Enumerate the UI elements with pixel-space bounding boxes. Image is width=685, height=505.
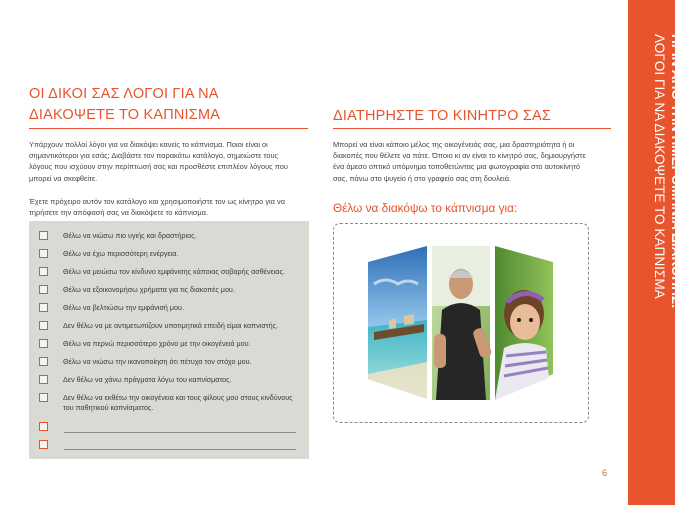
checklist-item xyxy=(39,267,293,277)
checklist-item xyxy=(39,231,293,241)
intro2-line: Έχετε πρόχειρο αυτόν τον κατάλογο και χρησιμοποιήστε τον ως κίνητρο για να xyxy=(29,197,285,206)
checklist-item-blank xyxy=(39,422,48,431)
left-intro-paragraph-2 xyxy=(29,196,310,218)
checkbox[interactable] xyxy=(39,422,48,431)
checklist-label: Θέλω να έχω περισσότερη ενέργεια. xyxy=(63,249,179,258)
checkbox[interactable] xyxy=(39,285,48,294)
checklist-item xyxy=(39,393,293,413)
left-intro-paragraph xyxy=(29,139,310,184)
left-title-line-1: ΟΙ ΔΙΚΟΙ ΣΑΣ ΛΟΓΟΙ ΓΙΑ ΝΑ xyxy=(29,86,219,102)
intro2-line: τηρήσετε την απόφασή σας να διακόψετε το κάπνισμα. xyxy=(29,208,209,218)
middle-section-title: ΔΙΑΤΗΡΗΣΤΕ ΤΟ ΚΙΝΗΤΡΟ ΣΑΣ xyxy=(333,108,552,124)
checklist-item xyxy=(39,303,293,313)
checklist-label: Θέλω να νιώσω την ικανοποίηση ότι πέτυχα τον στόχο μου. xyxy=(63,357,252,366)
checklist-label: Δεν θέλω να με αντιμετωπίζουν υποτιμητικά επειδή είμαι καπνιστής. xyxy=(63,321,279,330)
checkbox[interactable] xyxy=(39,339,48,348)
checklist-item xyxy=(39,285,293,295)
checklist-item xyxy=(39,249,293,259)
chapter-title-line-2: ΛΟΓΟΙ ΓΙΑ ΝΑ ΔΙΑΚΟΨΕΤΕ ΤΟ ΚΑΠΝΙΣΜΑ xyxy=(652,34,667,299)
checkbox[interactable] xyxy=(39,321,48,330)
left-title-line-2: ΔΙΑΚΟΨΕΤΕ ΤΟ ΚΑΠΝΙΣΜΑ xyxy=(29,107,221,123)
intro-line: Υπάρχουν πολλοί λόγοι για να διακόψει κανείς το κάπνισμα. Ποιοι είναι οι xyxy=(29,140,268,149)
checkbox[interactable] xyxy=(39,375,48,384)
checklist-label: Θέλω να εξοικονομήσω χρήματα για τις διακοπές μου. xyxy=(63,285,235,294)
checkbox[interactable] xyxy=(39,249,48,258)
checkbox[interactable] xyxy=(39,267,48,276)
middle-paragraph xyxy=(333,139,613,184)
checklist-label: Θέλω να περνώ περισσότερο χρόνο με την οικογένειά μου. xyxy=(63,339,251,348)
chapter-title-line-1: ΠΡΙΝ ΑΠΟ ΤΗΝ ΗΜΕΡΟΜΗΝΙΑ ΔΙΑΚΟΠΗΣ: xyxy=(669,34,684,309)
checklist-label: Θέλω να βελτιώσω την εμφάνισή μου. xyxy=(63,303,184,312)
checklist-item xyxy=(39,339,293,349)
middle-line: ένα άμεσο οπτικό υπόμνημα τοποθετώντας μια φωτογραφία στο αυτοκίνητό xyxy=(333,162,581,172)
checkbox[interactable] xyxy=(39,357,48,366)
checklist-item xyxy=(39,357,293,367)
blank-write-line[interactable] xyxy=(64,449,296,450)
checkbox[interactable] xyxy=(39,231,48,240)
photo-collage xyxy=(334,224,588,422)
chapter-vertical-title xyxy=(651,34,685,474)
checkbox[interactable] xyxy=(39,440,48,449)
checklist-item-blank xyxy=(39,440,48,449)
middle-title-divider xyxy=(333,128,611,129)
goal-heading: Θέλω να διακόψω το κάπνισμα για: xyxy=(333,201,518,215)
blank-write-line[interactable] xyxy=(64,432,296,433)
middle-line: Μπορεί να είναι κάποιο μέλος της οικογένειάς σας, μια δραστηριότητα ή οι xyxy=(333,140,575,149)
motivation-photo-frame xyxy=(333,223,589,423)
checklist-item xyxy=(39,321,293,331)
child-photo xyxy=(495,246,553,400)
checkbox[interactable] xyxy=(39,393,48,402)
intro-line: λόγους που ισχύουν στην περίπτωσή σας και προσθέστε επιπλέον λόγους που xyxy=(29,162,288,172)
runner-photo xyxy=(432,246,493,400)
checklist-item xyxy=(39,375,293,385)
intro-line: μπορεί να σκεφθείτε. xyxy=(29,173,98,183)
checklist-label: Θέλω να μειώσω τον κίνδυνο εμφάνισης κάποιας σοβαρής ασθένειας. xyxy=(63,267,285,276)
checkbox[interactable] xyxy=(39,303,48,312)
checklist-label: Θέλω να νιώσω πιο υγιής και δραστήριος. xyxy=(63,231,197,240)
checklist-label: Δεν θέλω να χάνω πράγματα λόγω του καπνίσματος. xyxy=(63,375,232,384)
beach-photo xyxy=(368,246,427,399)
middle-line: διακοπές που θέλετε να πάτε. Όποιο κι αν είναι το κίνητρό σας, δημιουργήστε xyxy=(333,151,586,161)
middle-line: σας, πάνω στο ψυγείο ή στο γραφείο σας στη δουλειά. xyxy=(333,173,512,183)
checklist-label: Δεν θέλω να εκθέτω την οικογένεια και τους φίλους μου στους κινδύνους του παθητικού καπνίσματος. xyxy=(63,393,293,412)
page-number: 6 xyxy=(602,468,608,478)
intro-line: σημαντικότεροι για εσάς; Διαβάστε τον παρακάτω κατάλογο, σημειώστε τους xyxy=(29,151,279,161)
left-title-divider xyxy=(29,128,308,129)
left-section-title xyxy=(29,84,314,126)
reasons-checklist-panel xyxy=(29,221,309,459)
